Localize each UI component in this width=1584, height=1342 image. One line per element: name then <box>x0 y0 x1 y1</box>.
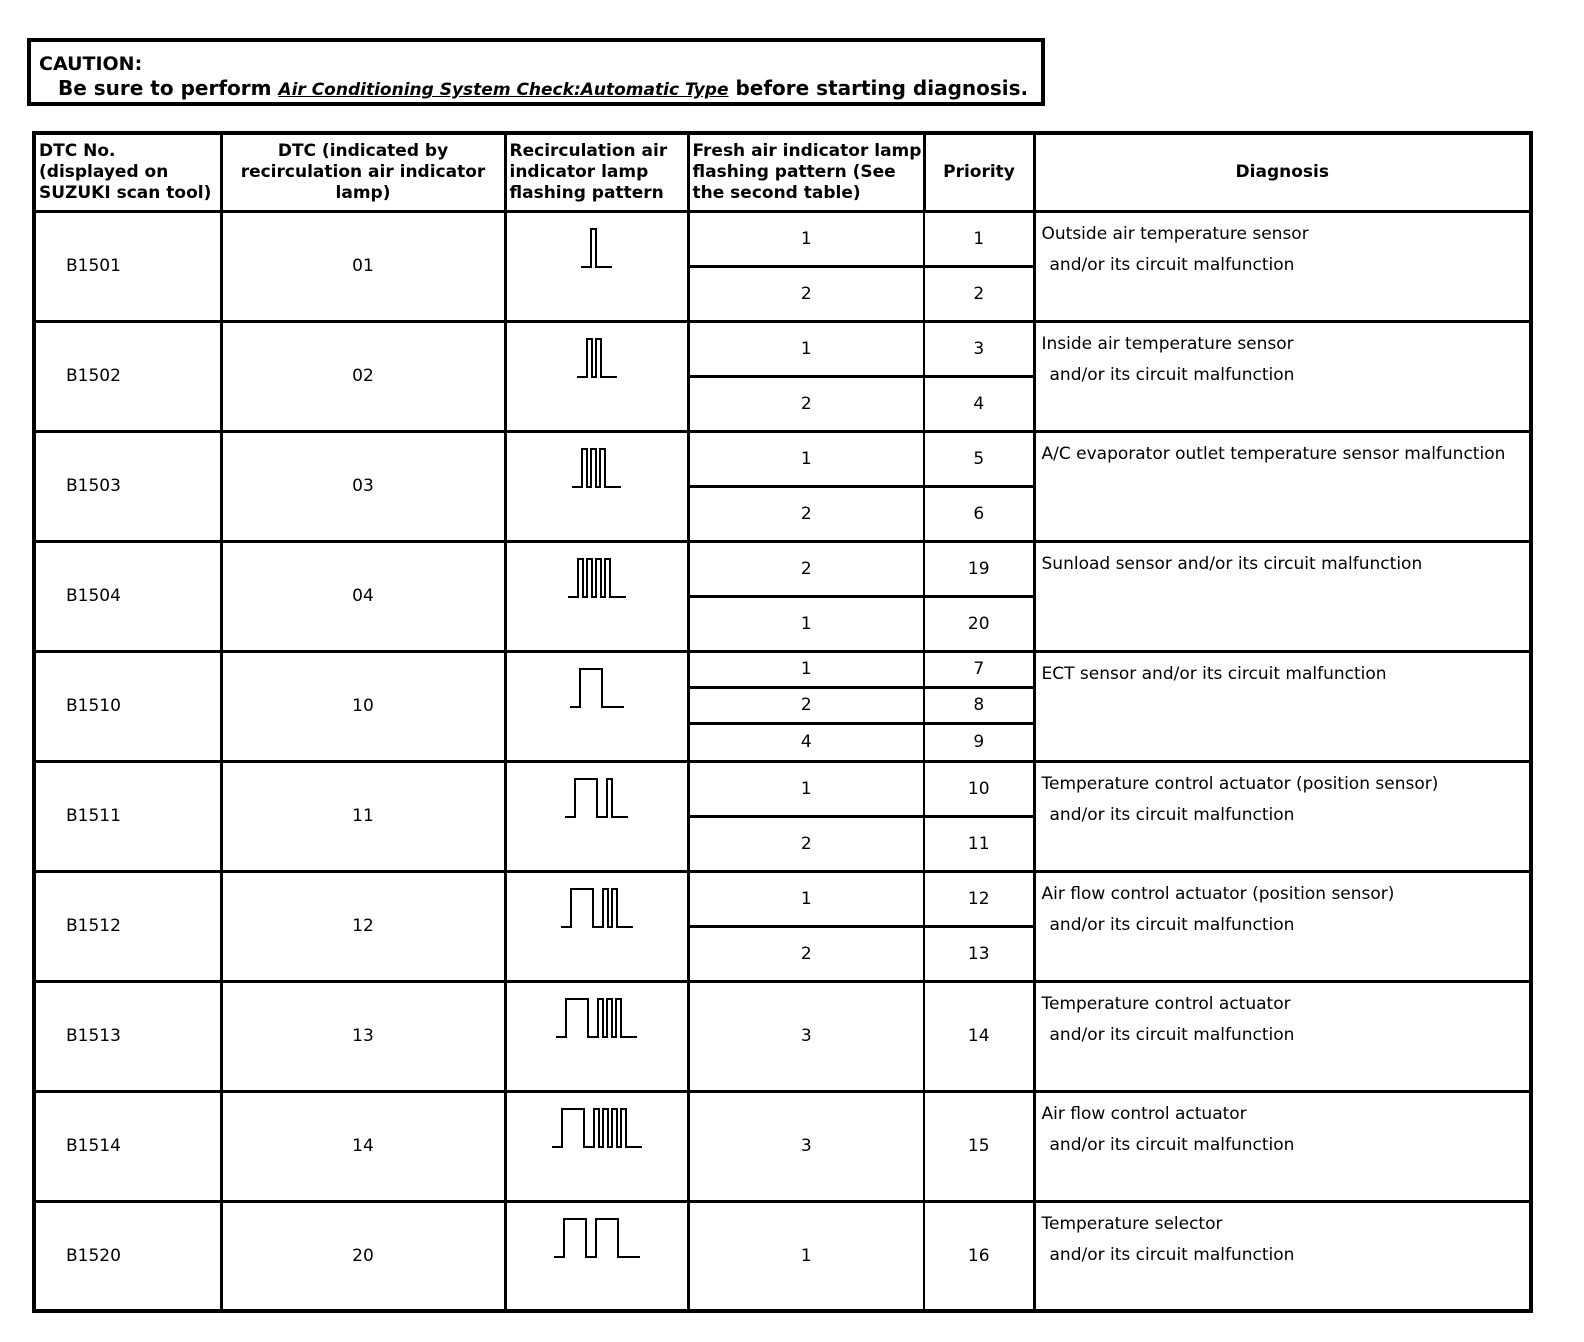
waveform-line <box>568 559 626 597</box>
diagnosis-line-1: Outside air temperature sensor <box>1041 223 1309 244</box>
fresh-air-pattern: 1 <box>688 761 924 816</box>
priority: 13 <box>924 926 1034 981</box>
flash-waveform <box>566 555 628 603</box>
diagnosis-line-1: Sunload sensor and/or its circuit malfunction <box>1041 553 1423 574</box>
recirc-flash-pattern <box>505 651 688 761</box>
header-diagnosis: Diagnosis <box>1034 133 1531 211</box>
recirc-flash-pattern <box>505 1201 688 1311</box>
fresh-air-pattern: 1 <box>688 1201 924 1311</box>
dtc-number: B1520 <box>34 1201 221 1311</box>
recirc-flash-pattern <box>505 431 688 541</box>
recirc-flash-pattern <box>505 871 688 981</box>
flash-waveform <box>552 1215 642 1263</box>
flash-waveform <box>563 775 630 823</box>
flash-waveform <box>568 665 626 713</box>
diagnosis <box>1034 651 1531 761</box>
fresh-air-pattern: 2 <box>688 816 924 871</box>
caution-title: CAUTION: <box>39 53 143 75</box>
dtc-code: 13 <box>221 981 505 1091</box>
recirc-flash-pattern <box>505 211 688 321</box>
recirc-flash-pattern <box>505 981 688 1091</box>
caution-message <box>58 76 1028 102</box>
header-dtc-lamp: DTC (indicated by recirculation air indicator lamp) <box>221 133 505 211</box>
fresh-air-pattern: 2 <box>688 376 924 431</box>
flash-waveform <box>579 225 614 273</box>
diagnosis-line-1: ECT sensor and/or its circuit malfunction <box>1041 663 1387 684</box>
diagnosis <box>1034 321 1531 431</box>
priority: 20 <box>924 596 1034 651</box>
dtc-code: 20 <box>221 1201 505 1311</box>
header-fresh-pattern: Fresh air indicator lamp flashing pattern (See the second table) <box>688 133 924 211</box>
recirc-flash-pattern <box>505 321 688 431</box>
recirc-flash-pattern <box>505 541 688 651</box>
ac-system-check-link[interactable]: Air Conditioning System Check:Automatic Type <box>278 80 729 100</box>
diagnosis-line-2: and/or its circuit malfunction <box>1049 1134 1295 1155</box>
table-row <box>34 321 1531 376</box>
diagnosis-line-1: A/C evaporator outlet temperature sensor malfunction <box>1041 443 1506 464</box>
header-priority: Priority <box>924 133 1034 211</box>
table-row <box>34 1201 1531 1311</box>
dtc-code: 02 <box>221 321 505 431</box>
priority: 9 <box>924 723 1034 761</box>
dtc-number: B1513 <box>34 981 221 1091</box>
dtc-code: 03 <box>221 431 505 541</box>
table-row <box>34 1091 1531 1201</box>
dtc-number: B1501 <box>34 211 221 321</box>
priority: 14 <box>924 981 1034 1091</box>
priority: 8 <box>924 687 1034 723</box>
priority: 3 <box>924 321 1034 376</box>
flash-waveform <box>575 335 619 383</box>
diagnosis-line-2: and/or its circuit malfunction <box>1049 914 1295 935</box>
diagnosis <box>1034 871 1531 981</box>
fresh-air-pattern: 2 <box>688 266 924 321</box>
diagnosis <box>1034 541 1531 651</box>
fresh-air-pattern: 2 <box>688 541 924 596</box>
caution-suffix: before starting diagnosis. <box>728 76 1029 100</box>
diagnosis-line-2: and/or its circuit malfunction <box>1049 804 1295 825</box>
dtc-code: 14 <box>221 1091 505 1201</box>
priority: 19 <box>924 541 1034 596</box>
dtc-number: B1503 <box>34 431 221 541</box>
fresh-air-pattern: 1 <box>688 321 924 376</box>
diagnosis-line-1: Air flow control actuator <box>1041 1103 1247 1124</box>
caution-prefix: Be sure to perform <box>58 76 279 100</box>
flash-waveform <box>554 995 639 1043</box>
fresh-air-pattern: 2 <box>688 486 924 541</box>
dtc-number: B1511 <box>34 761 221 871</box>
dtc-number: B1510 <box>34 651 221 761</box>
recirc-flash-pattern <box>505 761 688 871</box>
dtc-code: 04 <box>221 541 505 651</box>
waveform-line <box>552 1109 642 1147</box>
priority: 16 <box>924 1201 1034 1311</box>
fresh-air-pattern: 1 <box>688 211 924 266</box>
table-row <box>34 541 1531 596</box>
priority: 10 <box>924 761 1034 816</box>
diagnosis <box>1034 211 1531 321</box>
dtc-number: B1504 <box>34 541 221 651</box>
dtc-code: 11 <box>221 761 505 871</box>
recirc-flash-pattern <box>505 1091 688 1201</box>
table-row <box>34 211 1531 266</box>
diagnosis <box>1034 1201 1531 1311</box>
fresh-air-pattern: 1 <box>688 651 924 687</box>
diagnosis <box>1034 981 1531 1091</box>
flash-waveform <box>570 445 623 493</box>
fresh-air-pattern: 3 <box>688 1091 924 1201</box>
diagnosis-line-2: and/or its circuit malfunction <box>1049 364 1295 385</box>
diagnosis-line-2: and/or its circuit malfunction <box>1049 1244 1295 1265</box>
fresh-air-pattern: 4 <box>688 723 924 761</box>
priority: 12 <box>924 871 1034 926</box>
fresh-air-pattern: 1 <box>688 431 924 486</box>
diagnosis <box>1034 1091 1531 1201</box>
diagnosis-line-1: Inside air temperature sensor <box>1041 333 1294 354</box>
waveform-line <box>554 1219 640 1257</box>
fresh-air-pattern: 1 <box>688 871 924 926</box>
diagnosis-line-1: Temperature control actuator <box>1041 993 1291 1014</box>
priority: 6 <box>924 486 1034 541</box>
header-dtc-no: DTC No. (displayed on SUZUKI scan tool) <box>34 133 221 211</box>
diagnosis <box>1034 431 1531 541</box>
priority: 15 <box>924 1091 1034 1201</box>
waveform-line <box>565 779 628 817</box>
fresh-air-pattern: 2 <box>688 926 924 981</box>
header-recirc-pattern: Recirculation air indicator lamp flashing pattern <box>505 133 688 211</box>
waveform-line <box>577 339 617 377</box>
diagnosis-line-1: Temperature selector <box>1041 1213 1223 1234</box>
waveform-line <box>556 999 637 1037</box>
dtc-number: B1512 <box>34 871 221 981</box>
fresh-air-pattern: 3 <box>688 981 924 1091</box>
table-row <box>34 871 1531 926</box>
priority: 4 <box>924 376 1034 431</box>
diagnosis-line-2: and/or its circuit malfunction <box>1049 1024 1295 1045</box>
fresh-air-pattern: 1 <box>688 596 924 651</box>
dtc-number: B1502 <box>34 321 221 431</box>
dtc-code: 10 <box>221 651 505 761</box>
table-row <box>34 651 1531 687</box>
diagnosis-line-2: and/or its circuit malfunction <box>1049 254 1295 275</box>
header-row <box>34 133 1531 211</box>
waveform-line <box>572 449 621 487</box>
table-row <box>34 981 1531 1091</box>
priority: 1 <box>924 211 1034 266</box>
waveform-line <box>581 229 612 267</box>
waveform-line <box>561 889 633 927</box>
flash-waveform <box>559 885 635 933</box>
diagnosis <box>1034 761 1531 871</box>
priority: 11 <box>924 816 1034 871</box>
fresh-air-pattern: 2 <box>688 687 924 723</box>
priority: 5 <box>924 431 1034 486</box>
diagnosis-line-1: Air flow control actuator (position sensor) <box>1041 883 1395 904</box>
diagnosis-line-1: Temperature control actuator (position sensor) <box>1041 773 1439 794</box>
priority: 2 <box>924 266 1034 321</box>
waveform-line <box>570 669 624 707</box>
dtc-code: 01 <box>221 211 505 321</box>
flash-waveform <box>550 1105 644 1153</box>
dtc-table <box>32 131 1533 1313</box>
priority: 7 <box>924 651 1034 687</box>
dtc-number: B1514 <box>34 1091 221 1201</box>
table-row <box>34 431 1531 486</box>
caution-box <box>27 38 1045 106</box>
dtc-code: 12 <box>221 871 505 981</box>
table-row <box>34 761 1531 816</box>
